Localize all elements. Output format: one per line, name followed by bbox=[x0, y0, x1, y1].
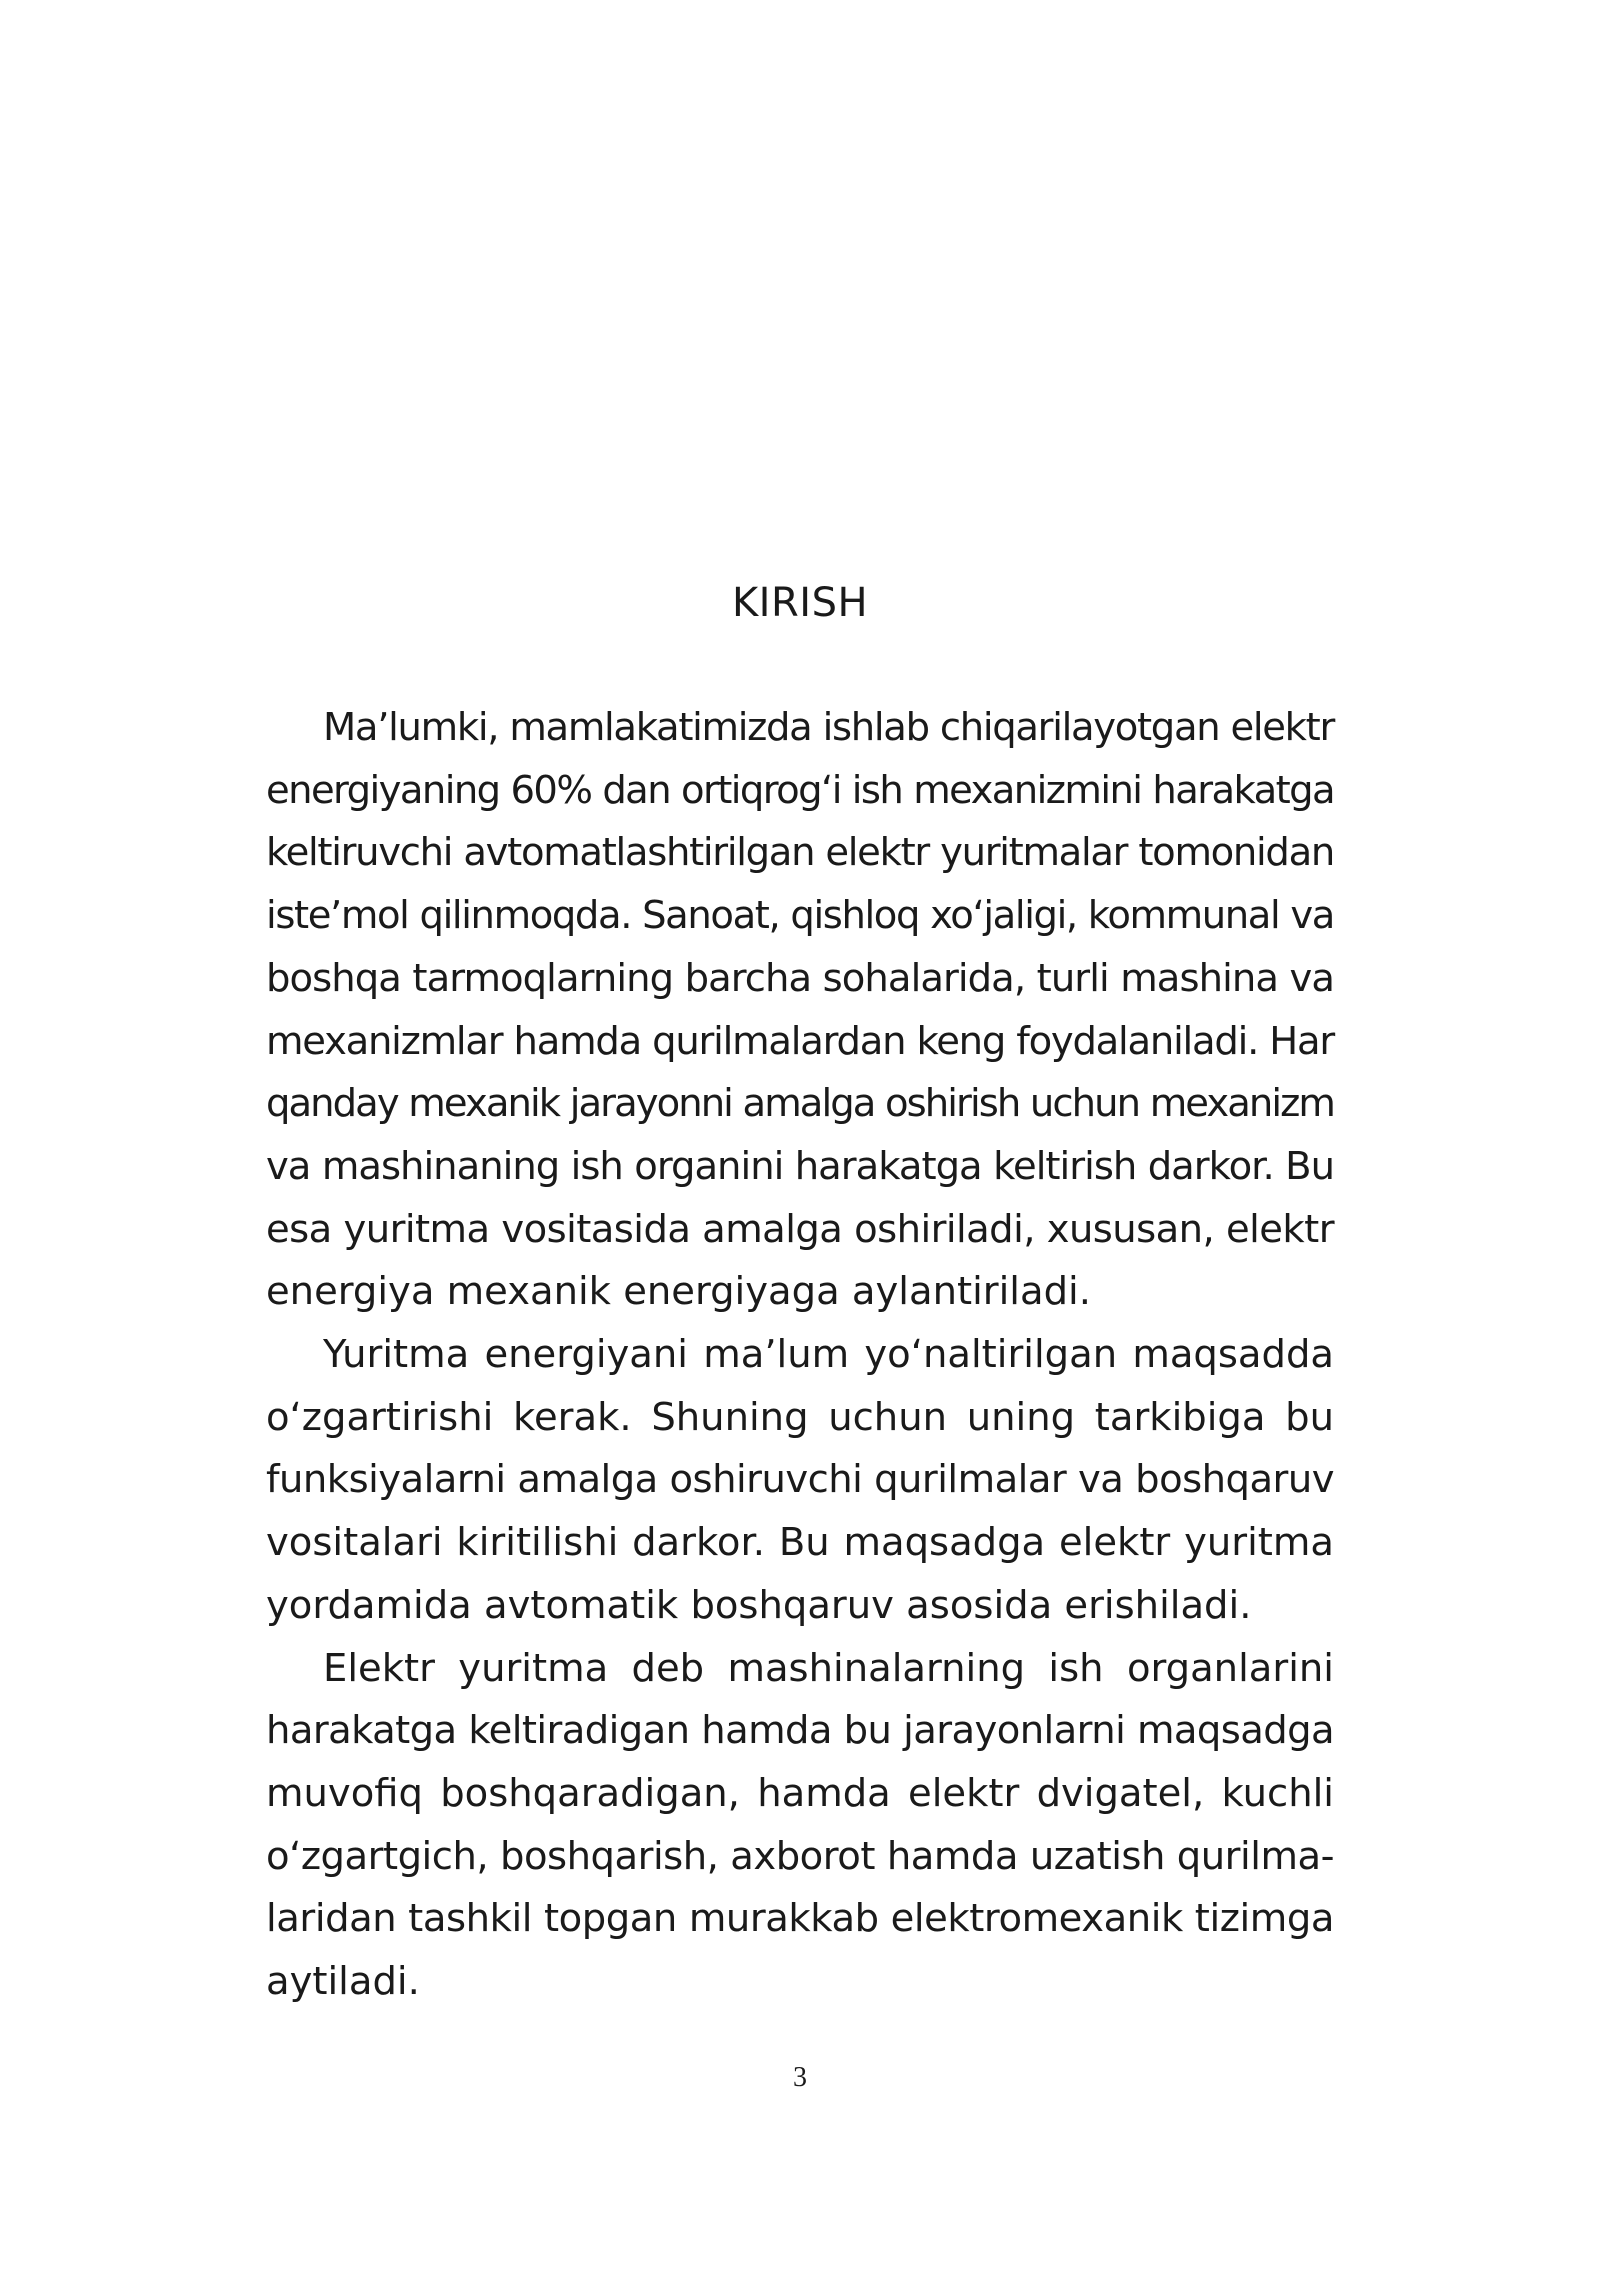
paragraph-1 bbox=[266, 697, 1334, 1324]
text-line: boshqa tarmoqlarning barcha sohalarida, turli mashina va bbox=[266, 955, 1334, 1001]
text-line: energiya mexanik energiyaga aylantiriladi. bbox=[266, 1269, 1091, 1315]
text-line: keltiruvchi avtomatlashtirilgan elektr yuritmalar tomonidan bbox=[266, 830, 1334, 876]
text-line: o‘zgartirishi kerak. Shuning uchun uning tarkibiga bu bbox=[266, 1394, 1334, 1440]
body-text bbox=[266, 697, 1334, 2014]
text-line: muvofiq boshqaradigan, hamda elektr dvigatel, kuchli bbox=[266, 1770, 1334, 1816]
text-line: Elektr yuritma deb mashinalarning ish organlarini bbox=[323, 1645, 1334, 1691]
text-line: energiyaning 60% dan ortiqrog‘i ish mexanizmini harakatga bbox=[266, 767, 1334, 813]
text-line: qanday mexanik jarayonni amalga oshirish uchun mexanizm bbox=[266, 1081, 1334, 1127]
text-line: esa yuritma vositasida amalga oshiriladi, xususan, elektr bbox=[266, 1206, 1334, 1252]
text-line: laridan tashkil topgan murakkab elektromexanik tizimga bbox=[266, 1896, 1334, 1942]
text-line: o‘zgartgich, boshqarish, axborot hamda uzatish qurilma- bbox=[266, 1833, 1334, 1879]
text-line: Yuritma energiyani ma’lum yo‘naltirilgan maqsadda bbox=[323, 1332, 1334, 1378]
paragraph-2 bbox=[266, 1324, 1334, 1638]
paragraph-3 bbox=[266, 1638, 1334, 2014]
page-number: 3 bbox=[793, 2062, 807, 2093]
text-line: mexanizmlar hamda qurilmalardan keng foydalaniladi. Har bbox=[266, 1018, 1334, 1064]
text-line: aytiladi. bbox=[266, 1959, 420, 2005]
text-line: vositalari kiritilishi darkor. Bu maqsadga elektr yuritma bbox=[266, 1520, 1334, 1566]
text-line: iste’mol qilinmoqda. Sanoat, qishloq xo‘jaligi, kommunal va bbox=[266, 893, 1334, 939]
text-line: va mashinaning ish organini harakatga keltirish darkor. Bu bbox=[266, 1143, 1334, 1189]
text-line: funksiyalarni amalga oshiruvchi qurilmalar va boshqaruv bbox=[266, 1457, 1334, 1503]
text-line: yordamida avtomatik boshqaruv asosida erishiladi. bbox=[266, 1582, 1252, 1628]
section-title: KIRISH bbox=[731, 580, 869, 626]
text-line: Ma’lumki, mamlakatimizda ishlab chiqarilayotgan elektr bbox=[323, 705, 1334, 750]
text-line: harakatga keltiradigan hamda bu jarayonlarni maqsadga bbox=[266, 1708, 1334, 1754]
